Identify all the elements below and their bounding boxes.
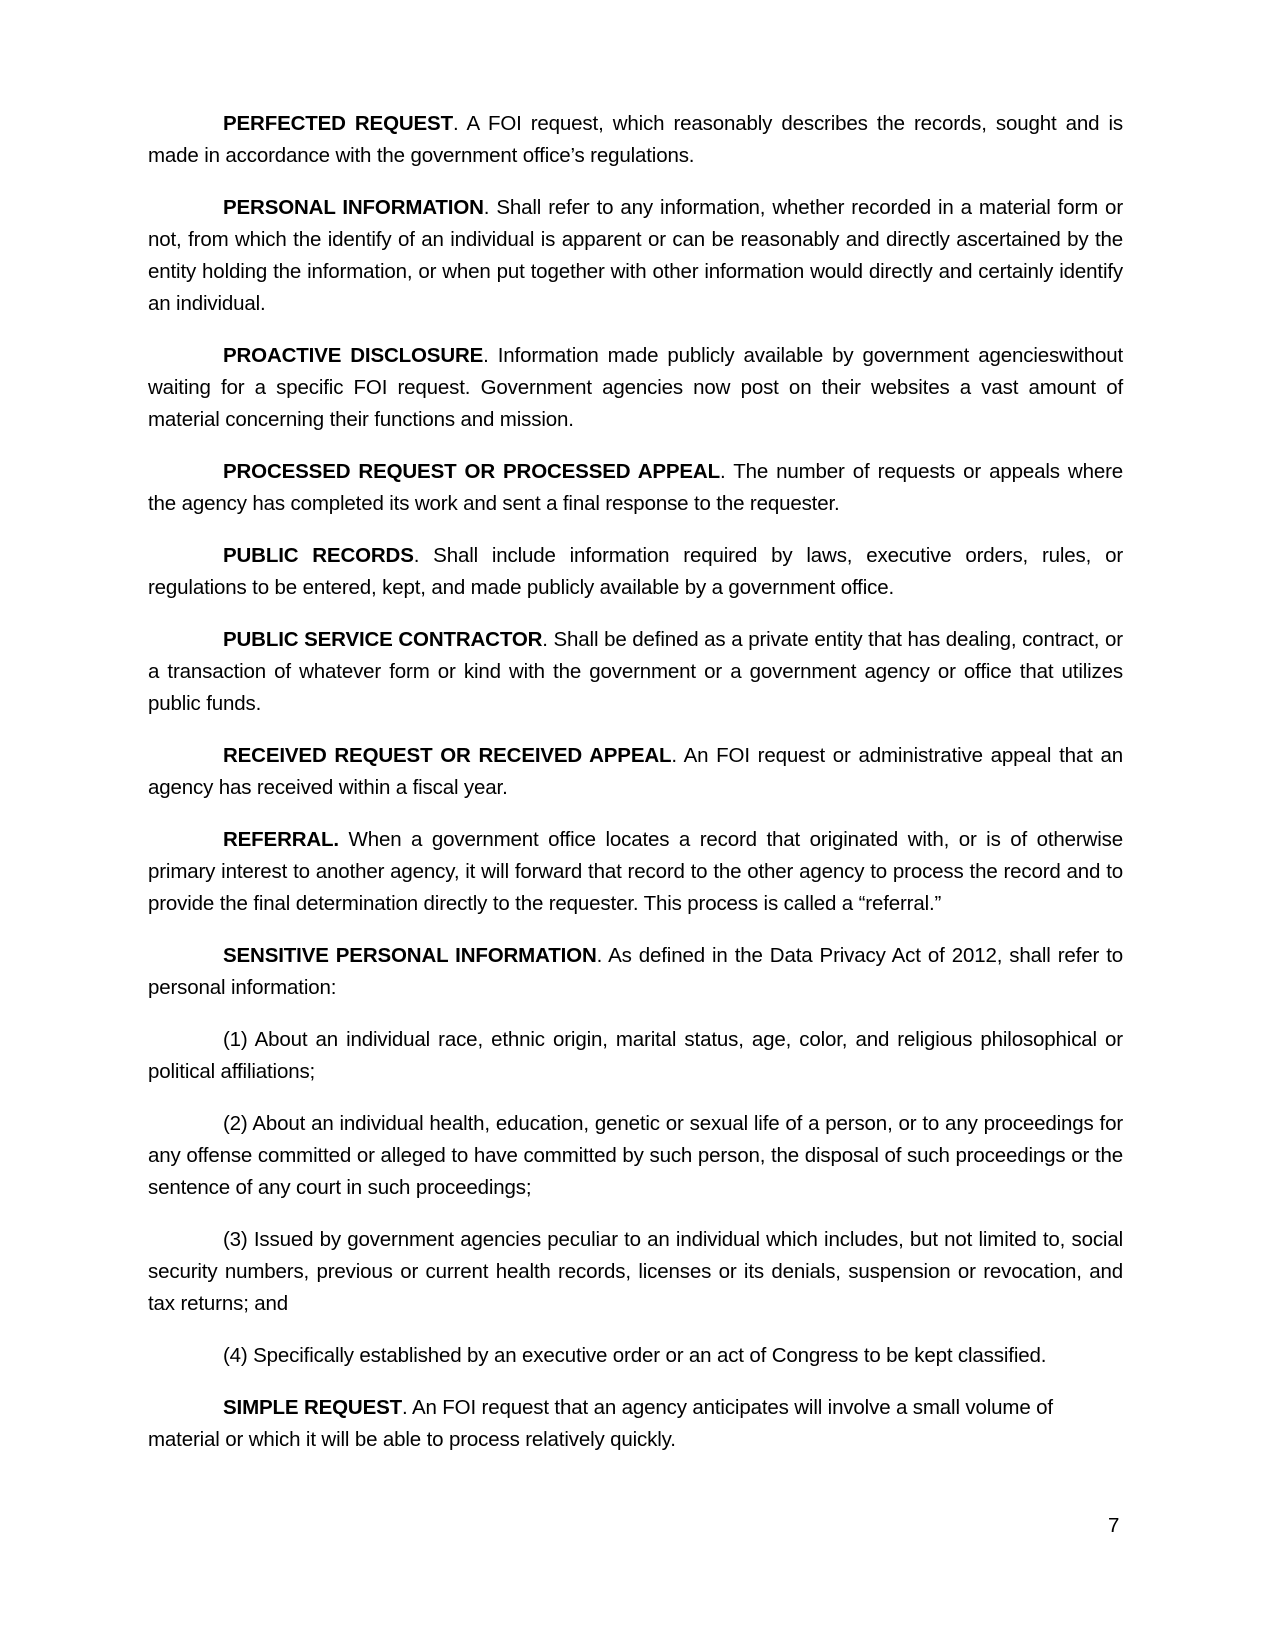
definition-text: When a government office locates a record that originated with, or is of otherwise primary interest to another agency, it will forward that record to the other agency to process the record and to provide the final determination directly to the requester. This process is called a “referral.” xyxy=(148,828,1123,915)
sub-item-2: (2) About an individual health, education, genetic or sexual life of a person, or to any proceedings for any offense committed or alleged to have committed by such person, the disposal of such proceedings or the sentence of any court in such proceedings; xyxy=(148,1112,1123,1199)
definition-term: PROCESSED REQUEST OR PROCESSED APPEAL xyxy=(223,460,720,483)
definition-text: . Shall refer to any information, whether recorded in a material form or not, from which the identify of an individual is apparent or can be reasonably and directly ascertained by the entity holding the information, or when put together with other information would directly and certainly identify an individual. xyxy=(148,196,1123,315)
definition-term: PROACTIVE DISCLOSURE xyxy=(223,344,484,367)
definition-simple-request xyxy=(148,1392,1123,1456)
definition-text: . The number of requests or appeals where the agency has completed its work and sent a final response to the requester. xyxy=(148,460,1124,515)
definition-term: PUBLIC SERVICE CONTRACTOR xyxy=(223,628,543,651)
definition-text: . Shall include information required by laws, executive orders, rules, or regulations to be entered, kept, and made publicly available by a government office. xyxy=(148,544,1123,599)
definition-term: PUBLIC RECORDS xyxy=(223,544,414,567)
definition-public-records xyxy=(148,540,1123,604)
definition-text: . An FOI request that an agency anticipates will involve a small volume of material or which it will be able to process relatively quickly. xyxy=(148,1396,1053,1451)
definition-term: SIMPLE REQUEST xyxy=(223,1396,403,1419)
definition-processed-request xyxy=(148,456,1123,520)
definition-received-request xyxy=(148,740,1123,804)
document-page xyxy=(148,108,1123,1476)
definition-proactive-disclosure xyxy=(148,340,1123,436)
definition-text: . An FOI request or administrative appeal that an agency has received within a fiscal year. xyxy=(148,744,1124,799)
definition-personal-information xyxy=(148,192,1123,320)
definition-term: PERSONAL INFORMATION xyxy=(223,196,484,219)
sub-item-1: (1) About an individual race, ethnic origin, marital status, age, color, and religious philosophical or political affiliations; xyxy=(148,1028,1123,1083)
page-number: 7 xyxy=(1108,1514,1120,1537)
definition-public-service-contractor xyxy=(148,624,1123,720)
definition-text: . A FOI request, which reasonably describes the records, sought and is made in accordance with the government office’s regulations. xyxy=(148,112,1123,167)
definition-text: . As defined in the Data Privacy Act of 2012, shall refer to personal information: xyxy=(148,944,1123,999)
definition-sensitive-personal-information xyxy=(148,940,1123,1004)
definition-term: RECEIVED REQUEST OR RECEIVED APPEAL xyxy=(223,744,672,767)
definition-referral xyxy=(148,824,1123,920)
definition-text: . Shall be defined as a private entity that has dealing, contract, or a transaction of whatever form or kind with the government or a government agency or office that utilizes public funds. xyxy=(148,628,1123,715)
definition-perfected-request xyxy=(148,108,1123,172)
sub-item-3: (3) Issued by government agencies peculiar to an individual which includes, but not limited to, social security numbers, previous or current health records, licenses or its denials, suspension or revocation, and tax returns; and xyxy=(148,1228,1123,1315)
definition-term: PERFECTED REQUEST xyxy=(223,112,453,135)
definition-text: . Information made publicly available by government agencieswithout waiting for a specific FOI request. Government agencies now post on their websites a vast amount of material concerning their functions and mission. xyxy=(148,344,1123,431)
sub-item-4: (4) Specifically established by an executive order or an act of Congress to be kept classified. xyxy=(223,1344,1047,1367)
definition-term: SENSITIVE PERSONAL INFORMATION xyxy=(223,944,597,967)
definition-term: REFERRAL. xyxy=(223,828,339,851)
